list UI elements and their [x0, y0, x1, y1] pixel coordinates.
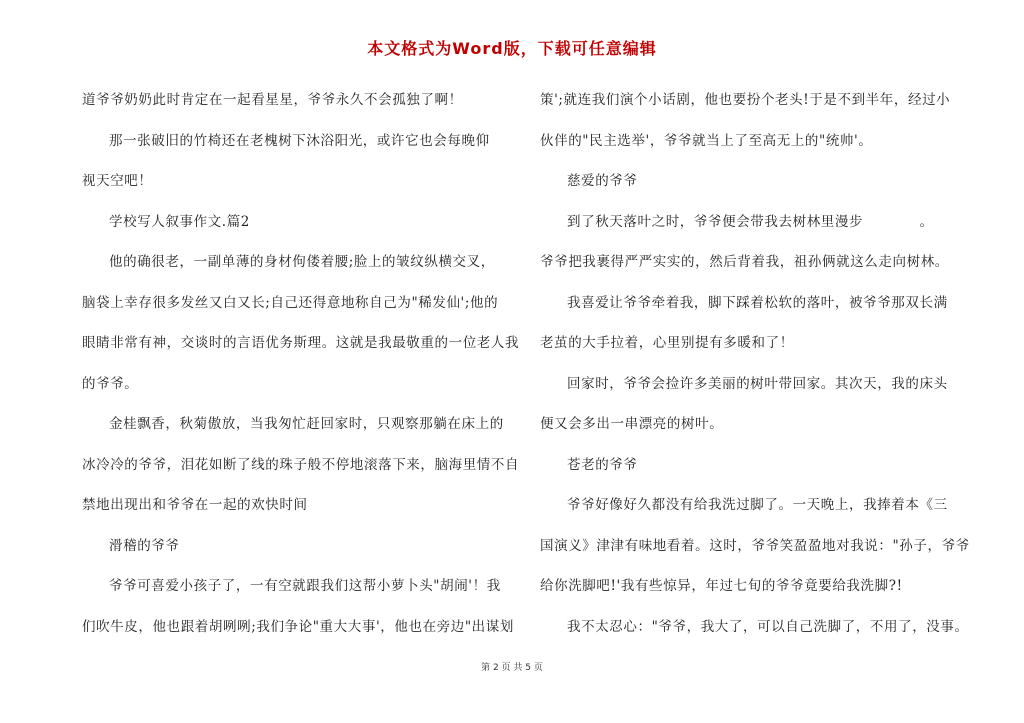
text-line: 慈爱的爷爷: [567, 173, 638, 189]
text-line: 我不太忍心："爷爷，我大了，可以自己洗脚了，不用了，没事。: [567, 618, 969, 635]
word-version-banner: 本文格式为Word版，下载可任意编辑: [367, 39, 657, 58]
text-line: 那一张破旧的竹椅还在老槐树下沐浴阳光，或许它也会每晚仰: [109, 132, 490, 149]
text-line: 冰冷冷的爷爷，泪花如断了线的珠子般不停地滚落下来，脑海里情不自: [82, 456, 520, 473]
text-line: 他的确很老，一副单薄的身材佝偻着腰;脸上的皱纹纵横交叉，: [109, 254, 495, 270]
right-column: [540, 80, 970, 647]
text-line: 们吹牛皮，他也跟着胡咧咧;我们争论"重大大事'，他也在旁边"出谋划: [82, 618, 514, 635]
text-line: 伙伴的"民主选举'，爷爷就当上了至高无上的"统帅'。: [540, 132, 873, 149]
text-line: 禁地出现出和爷爷在一起的欢快时间: [82, 497, 308, 513]
left-column: [82, 80, 520, 647]
text-line: 爷爷好像好久都没有给我洗过脚了。一天晚上，我捧着本《三: [567, 497, 948, 513]
text-line: 国演义》津津有味地看着。这时，爷爷笑盈盈地对我说："孙子，爷爷: [540, 537, 970, 554]
text-line: 给你洗脚吧!'我有些惊异，年过七旬的爷爷竟要给我洗脚?!: [540, 578, 903, 594]
text-line: 脑袋上幸存很多发丝又白又长;自己还得意地称自己为"稀发仙';他的: [82, 294, 499, 311]
text-line: 爷爷可喜爱小孩子了，一有空就跟我们这帮小萝卜头"胡闹'！我: [109, 578, 501, 594]
text-line: 回家时，爷爷会捡许多美丽的树叶带回家。其次天，我的床头: [567, 375, 948, 392]
text-line: 学校写人叙事作文.篇2: [109, 213, 250, 230]
text-line: 策';就连我们演个小话剧，他也要扮个老头!于是不到半年，经过小: [540, 92, 951, 108]
text-line: 苍老的爷爷: [567, 456, 638, 473]
text-line: 我喜爱让爷爷牵着我，脚下踩着松软的落叶，被爷爷那双长满: [567, 294, 948, 311]
text-line: 便又会多出一串漂亮的树叶。: [540, 416, 724, 432]
text-line: 的爷爷。: [82, 375, 139, 392]
text-line: 到了秋天落叶之时，爷爷便会带我去树林里漫步 。: [567, 213, 934, 230]
text-line: 老茧的大手拉着，心里别提有多暖和了！: [540, 335, 794, 351]
page-number: 第 2 页 共 5 页: [481, 663, 543, 673]
text-line: 视天空吧！: [82, 173, 153, 189]
text-line: 滑稽的爷爷: [109, 537, 180, 554]
text-line: 金桂飘香，秋菊傲放，当我匆忙赶回家时，只观察那躺在床上的: [109, 416, 504, 432]
text-line: 爷爷把我裹得严严实实的，然后背着我，祖孙俩就这么走向树林。: [540, 254, 949, 270]
text-line: 眼睛非常有神，交谈时的言语优务斯理。这就是我最敬重的一位老人我: [82, 335, 520, 351]
text-line: 道爷爷奶奶此时肯定在一起看星星，爷爷永久不会孤独了啊！: [82, 92, 463, 108]
